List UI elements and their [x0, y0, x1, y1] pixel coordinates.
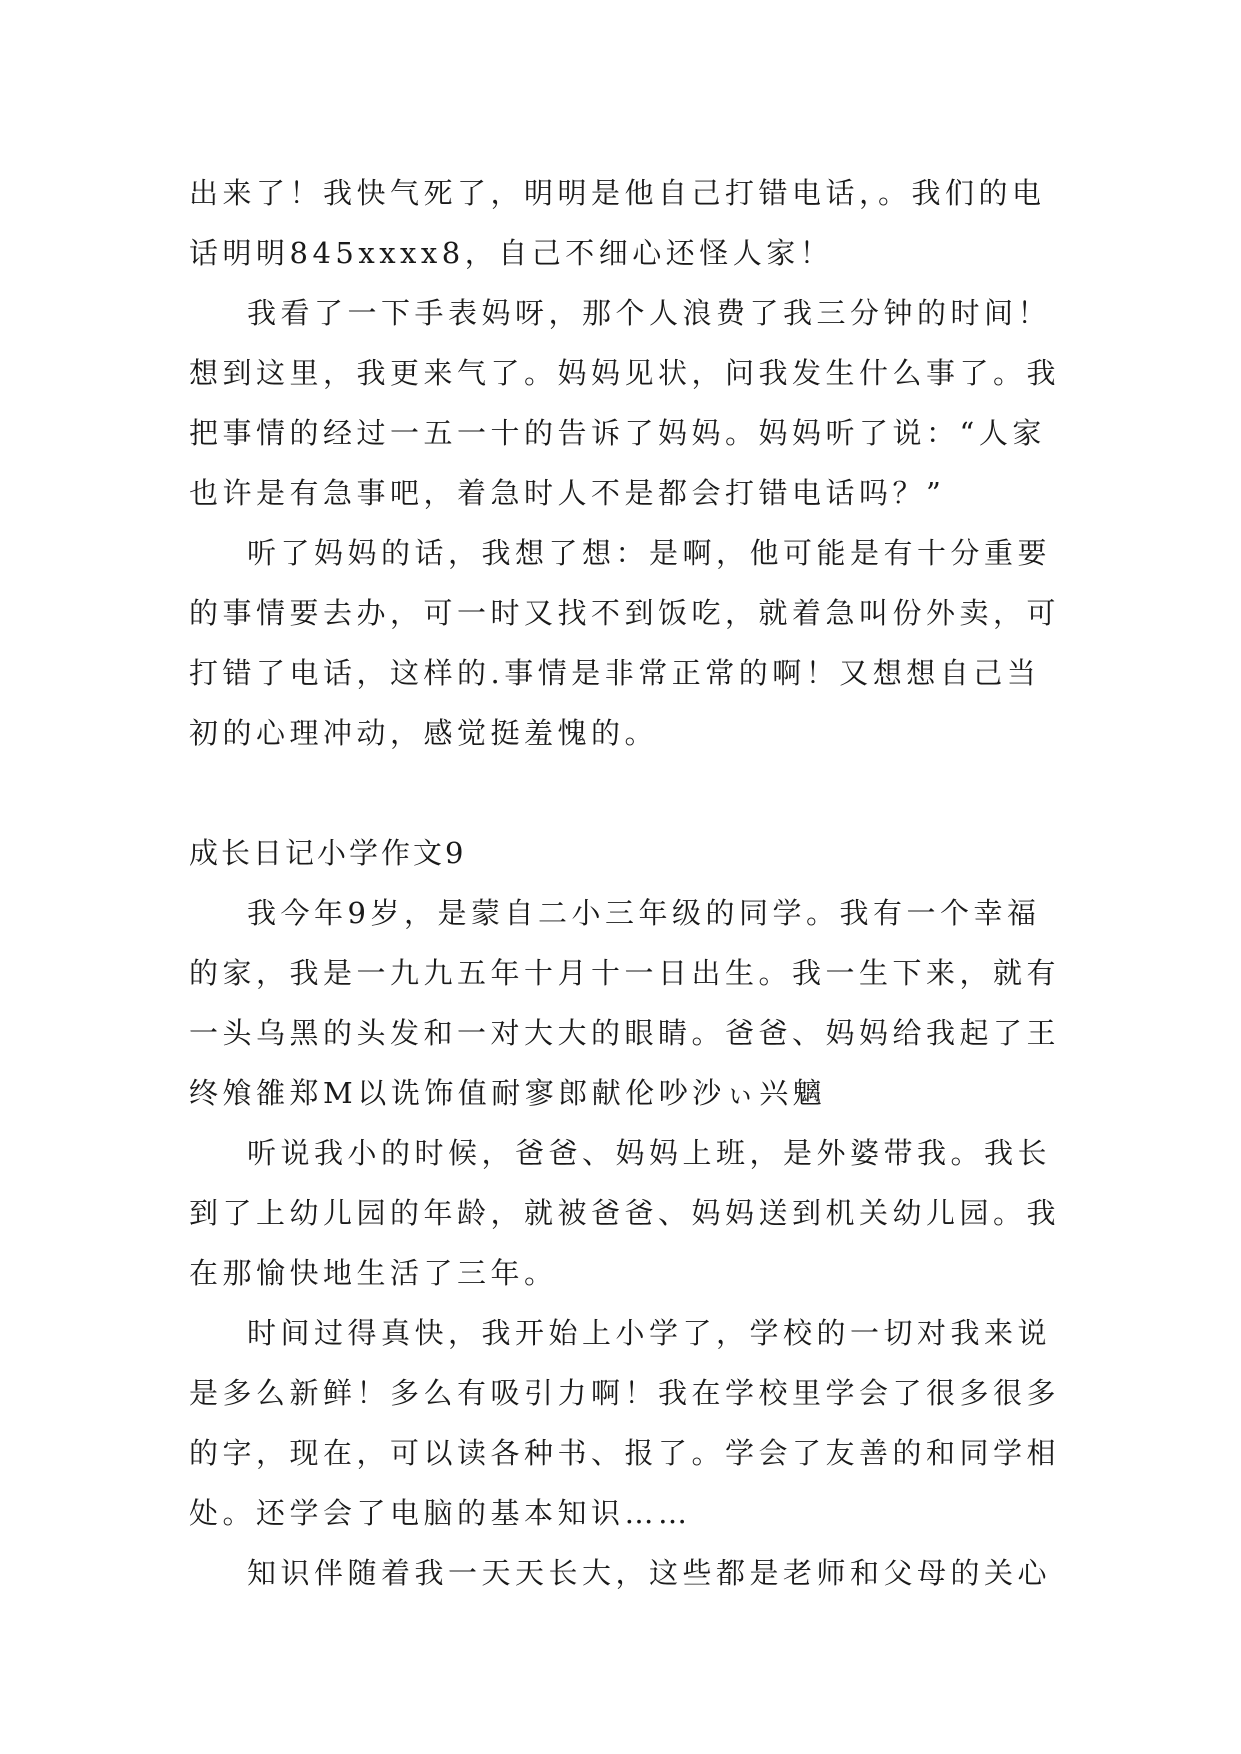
section-heading: 成长日记小学作文9 [189, 836, 467, 870]
paragraph-introduction: 我今年9岁，是蒙自二小三年级的同学。我有一个幸福的家，我是一九九五年十月十一日出生。我一生下来，就有一头乌黑的头发和一对大大的眼睛。爸爸、妈妈给我起了王终飧雒郑M以诜饰值耐寥郎献伦吵沙ぃ兴魑 [189, 896, 1061, 1110]
paragraph-growing-up: 知识伴随着我一天天长大，这些都是老师和父母的关心 [247, 1556, 1052, 1590]
paragraph-reflection: 听了妈妈的话，我想了想：是啊，他可能是有十分重要的事情要去办，可一时又找不到饭吃，就着急叫份外卖，可打错了电话，这样的.事情是非常正常的啊！又想想自己当初的心理冲动，感觉挺羞愧的。 [189, 536, 1061, 750]
paragraph-continuation: 出来了！我快气死了，明明是他自己打错电话，。我们的电话明明845xxxx8，自己不细心还怪人家！ [189, 176, 1046, 270]
paragraph-primary-school: 时间过得真快，我开始上小学了，学校的一切对我来说是多么新鲜！多么有吸引力啊！我在学校里学会了很多很多的字，现在，可以读各种书、报了。学会了友善的和同学相处。还学会了电脑的基本知识…… [189, 1316, 1061, 1530]
section-spacer [189, 763, 1069, 823]
document-body [189, 163, 1069, 1603]
paragraph-wasted-time: 我看了一下手表妈呀，那个人浪费了我三分钟的时间！想到这里，我更来气了。妈妈见状，问我发生什么事了。我把事情的经过一五一十的告诉了妈妈。妈妈听了说：“人家也许是有急事吧，着急时人不是都会打错电话吗？” [189, 296, 1061, 510]
paragraph-kindergarten: 听说我小的时候，爸爸、妈妈上班，是外婆带我。我长到了上幼儿园的年龄，就被爸爸、妈妈送到机关幼儿园。我在那愉快地生活了三年。 [189, 1136, 1061, 1290]
